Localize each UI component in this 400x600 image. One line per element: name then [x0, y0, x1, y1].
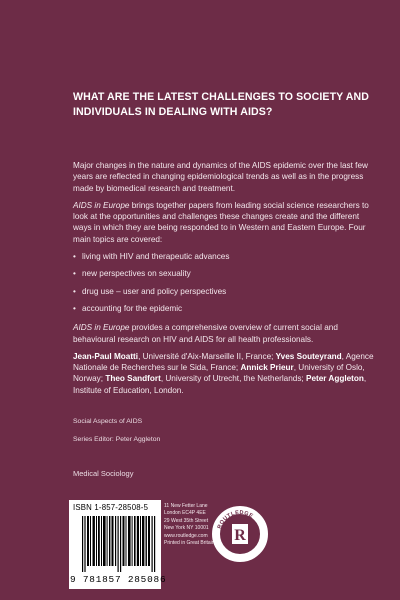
blurb: [73, 160, 378, 402]
paragraph-2: [73, 200, 378, 245]
author-name: Jean-Paul Moatti: [73, 351, 139, 361]
paragraph-3-text: provides a comprehensive overview of current social and behavioural research on HIV and AIDS for all health professionals.: [73, 323, 338, 344]
book-title-ref: AIDS in Europe: [73, 323, 130, 333]
author-affiliation: , Agence Nationale de Recherches sur le Sida, France;: [73, 351, 374, 373]
cover-heading: WHAT ARE THE LATEST CHALLENGES TO SOCIETY AND INDIVIDUALS IN DEALING WITH AIDS?: [73, 91, 370, 118]
author-name: Yves Souteyrand: [275, 351, 342, 361]
topic-item: • accounting for the epidemic: [73, 303, 378, 314]
address-line: 29 West 35th Street: [164, 517, 209, 524]
author-affiliation: , University of Oslo, Norway;: [73, 363, 365, 384]
author-name: Annick Prieur: [240, 363, 294, 373]
series-editor: Series Editor: Peter Aggleton: [73, 436, 161, 443]
svg-text:ROUTLEDGE: ROUTLEDGE: [216, 509, 255, 530]
paragraph-1: Major changes in the nature and dynamics of the AIDS epidemic over the last few years are reflected in changing epidemiological trends as well as in the progress made by biomedical research and treatment.: [73, 161, 368, 193]
svg-text:R: R: [234, 527, 246, 544]
routledge-logo-icon: [210, 500, 270, 566]
isbn: ISBN 1-857-28508-5: [73, 503, 149, 512]
address-line: 11 New Fetter Lane: [164, 503, 208, 509]
publisher-address: [164, 503, 215, 547]
topic-item: • new perspectives on sexuality: [73, 268, 378, 279]
barcode-icon: [82, 516, 156, 572]
address-line: New York NY 10001: [164, 525, 209, 532]
subject-category: Medical Sociology: [73, 469, 134, 478]
address-line: London EC4P 4EE: [164, 510, 206, 517]
author-affiliation: , Université d'Aix-Marseille II, France;: [138, 351, 276, 361]
series-info: [73, 417, 160, 453]
barcode-number: 9 781857 285086: [70, 574, 167, 585]
author-name: Peter Aggleton: [305, 374, 364, 384]
contributors: [73, 351, 378, 396]
topic-item: • living with HIV and therapeutic advances: [73, 251, 378, 262]
address-line: Printed in Great Britain: [164, 540, 215, 547]
author-affiliation: , University of Utrecht, the Netherlands;: [160, 374, 306, 384]
series-name: Social Aspects of AIDS: [73, 418, 143, 425]
topics-list: [73, 251, 378, 314]
topic-item: • drug use – user and policy perspectives: [73, 286, 378, 297]
paragraph-2-text: brings together papers from leading social science researchers to look at the opportunities and challenges these changes create and the different ways in which they are being responded to in Western and Eastern Europe. Four main topics are covered:: [73, 200, 369, 244]
book-title-ref: AIDS in Europe: [73, 200, 130, 210]
address-line: www.routledge.com: [164, 532, 208, 539]
paragraph-3: [73, 322, 378, 345]
author-affiliation: , Institute of Education, London.: [73, 374, 367, 395]
author-name: Theo Sandfort: [105, 374, 161, 384]
